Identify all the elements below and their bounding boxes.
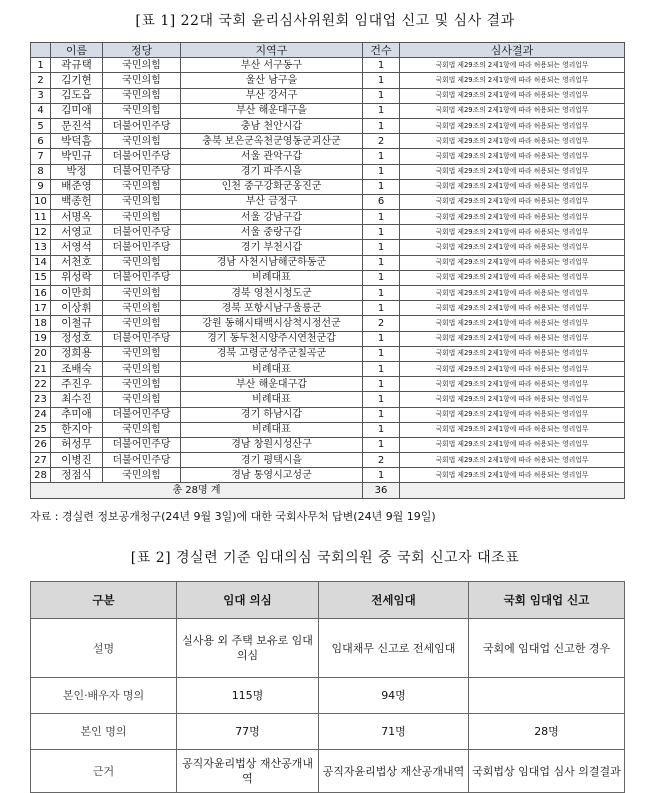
row-no: 28 [31,468,51,483]
row-result: 국회법 제29조의 2제1항에 따라 허용되는 영리업무 [400,134,625,149]
row-result: 국회법 제29조의 2제1항에 따라 허용되는 영리업무 [400,392,625,407]
row-name: 한지아 [51,422,103,437]
table1-row [31,118,625,133]
row-district: 비례대표 [181,422,363,437]
row-count: 2 [363,316,400,331]
row-count: 1 [363,58,400,73]
row-district: 경북 고령군성주군칠곡군 [181,346,363,361]
row-district: 경기 부천시갑 [181,240,363,255]
row-result: 국회법 제29조의 2제1항에 따라 허용되는 영리업무 [400,361,625,376]
table2-basis-jeonse: 공직자윤리법상 재산공개내역 [319,750,469,793]
row-count: 6 [363,194,400,209]
row-name: 김미애 [51,103,103,118]
row-no: 5 [31,118,51,133]
row-name: 서영교 [51,225,103,240]
table2-title: [표 2] 경실련 기준 임대의심 국회의원 중 국회 신고자 대조표 [130,550,520,566]
table1-header-count: 건수 [363,43,400,58]
row-no: 14 [31,255,51,270]
row-result: 국회법 제29조의 2제1항에 따라 허용되는 영리업무 [400,286,625,301]
row-district: 부산 금정구 [181,194,363,209]
row-party: 더불어민주당 [103,149,181,164]
row-name: 최수진 [51,392,103,407]
row-district: 서울 관악구갑 [181,149,363,164]
table1-row [31,164,625,179]
row-result: 국회법 제29조의 2제1항에 따라 허용되는 영리업무 [400,210,625,225]
row-result: 국회법 제29조의 2제1항에 따라 허용되는 영리업무 [400,240,625,255]
row-party: 국민의힘 [103,179,181,194]
row-name: 김도읍 [51,88,103,103]
table1-row [31,149,625,164]
row-name: 주진우 [51,377,103,392]
row-party: 더불어민주당 [103,437,181,452]
row-district: 경남 사천시남해군하동군 [181,255,363,270]
source-note: 자료 : 경실련 정보공개청구(24년 9월 3일)에 대한 국회사무처 답변(24년 9월 19일) [30,510,436,523]
table1-total-count: 36 [363,483,400,498]
table1-header-district: 지역구 [181,43,363,58]
row-party: 국민의힘 [103,134,181,149]
row-party: 더불어민주당 [103,164,181,179]
row-count: 1 [363,301,400,316]
row-name: 위성락 [51,270,103,285]
row-no: 7 [31,149,51,164]
row-district: 비례대표 [181,361,363,376]
row-count: 1 [363,255,400,270]
row-party: 국민의힘 [103,346,181,361]
row-district: 부산 강서구 [181,88,363,103]
row-result: 국회법 제29조의 2제1항에 따라 허용되는 영리업무 [400,468,625,483]
row-count: 1 [363,179,400,194]
row-party: 더불어민주당 [103,225,181,240]
row-no: 12 [31,225,51,240]
row-no: 21 [31,361,51,376]
table1-row [31,58,625,73]
table1-row [31,361,625,376]
row-no: 19 [31,331,51,346]
row-party: 국민의힘 [103,316,181,331]
table2-self-suspected: 77명 [177,714,319,750]
row-name: 추미애 [51,407,103,422]
table2-header-jeonse: 전세임대 [319,582,469,619]
table1-row [31,468,625,483]
row-count: 1 [363,331,400,346]
table1-row [31,194,625,209]
row-count: 1 [363,361,400,376]
table1-row [31,422,625,437]
row-district: 서울 강남구갑 [181,210,363,225]
table1-total-empty [400,483,625,498]
row-party: 더불어민주당 [103,407,181,422]
row-name: 서명옥 [51,210,103,225]
table1-row [31,407,625,422]
table1-row [31,286,625,301]
row-count: 1 [363,346,400,361]
row-count: 1 [363,392,400,407]
table2 [30,581,625,793]
table2-self-spouse-reported [469,678,625,714]
table1-row [31,240,625,255]
row-result: 국회법 제29조의 2제1항에 따라 허용되는 영리업무 [400,73,625,88]
row-name: 이병진 [51,453,103,468]
row-district: 비례대표 [181,392,363,407]
row-result: 국회법 제29조의 2제1항에 따라 허용되는 영리업무 [400,255,625,270]
row-name: 서영석 [51,240,103,255]
table1-header-party: 정당 [103,43,181,58]
row-party: 국민의힘 [103,210,181,225]
table1-body [31,58,625,483]
table1-row [31,255,625,270]
row-result: 국회법 제29조의 2제1항에 따라 허용되는 영리업무 [400,301,625,316]
row-no: 6 [31,134,51,149]
row-count: 1 [363,225,400,240]
row-district: 비례대표 [181,270,363,285]
row-count: 1 [363,240,400,255]
row-district: 인천 중구강화군옹진군 [181,179,363,194]
table2-self-label: 본인 명의 [31,714,177,750]
row-district: 부산 해운대구을 [181,103,363,118]
row-result: 국회법 제29조의 2제1항에 따라 허용되는 영리업무 [400,316,625,331]
row-district: 충남 천안시갑 [181,118,363,133]
row-party: 국민의힘 [103,58,181,73]
row-party: 국민의힘 [103,255,181,270]
row-no: 11 [31,210,51,225]
table1-row [31,134,625,149]
table1-row [31,225,625,240]
table2-desc-suspected: 실사용 외 주택 보유로 임대 의심 [177,619,319,678]
table1-title: [표 1] 22대 국회 윤리심사위원회 임대업 신고 및 심사 결과 [135,13,515,29]
table2-header-row [31,582,625,619]
table2-self-jeonse: 71명 [319,714,469,750]
row-party: 국민의힘 [103,361,181,376]
row-name: 박정 [51,164,103,179]
table1-row [31,103,625,118]
row-result: 국회법 제29조의 2제1항에 따라 허용되는 영리업무 [400,164,625,179]
row-name: 문진석 [51,118,103,133]
row-district: 경기 평택시을 [181,453,363,468]
table1-row [31,88,625,103]
row-count: 1 [363,407,400,422]
table2-basis-label: 근거 [31,750,177,793]
table1-row [31,179,625,194]
row-no: 9 [31,179,51,194]
table2-basis-reported: 국회법상 임대업 심사 의결결과 [469,750,625,793]
row-no: 3 [31,88,51,103]
row-district: 강원 동해시태백시삼척시정선군 [181,316,363,331]
row-no: 25 [31,422,51,437]
row-no: 26 [31,437,51,452]
table2-row-self-spouse [31,678,625,714]
row-no: 10 [31,194,51,209]
table2-self-spouse-jeonse: 94명 [319,678,469,714]
row-party: 국민의힘 [103,88,181,103]
row-count: 1 [363,73,400,88]
row-name: 배준영 [51,179,103,194]
row-district: 경북 포항시남구울릉군 [181,301,363,316]
table2-header-suspected: 임대 의심 [177,582,319,619]
row-name: 정성호 [51,331,103,346]
table2-header-category: 구분 [31,582,177,619]
row-result: 국회법 제29조의 2제1항에 따라 허용되는 영리업무 [400,346,625,361]
row-count: 1 [363,88,400,103]
table2-self-spouse-suspected: 115명 [177,678,319,714]
table1-row [31,453,625,468]
row-name: 정점식 [51,468,103,483]
row-party: 국민의힘 [103,286,181,301]
row-no: 4 [31,103,51,118]
row-count: 1 [363,286,400,301]
table2-self-spouse-label: 본인·배우자 명의 [31,678,177,714]
row-name: 백종헌 [51,194,103,209]
table2-basis-suspected: 공직자윤리법상 재산공개내역 [177,750,319,793]
row-result: 국회법 제29조의 2제1항에 따라 허용되는 영리업무 [400,437,625,452]
row-district: 서울 중랑구갑 [181,225,363,240]
row-party: 더불어민주당 [103,453,181,468]
row-party: 국민의힘 [103,194,181,209]
row-district: 경기 동두천시양주시연천군갑 [181,331,363,346]
table1-row [31,331,625,346]
row-no: 24 [31,407,51,422]
row-no: 16 [31,286,51,301]
row-result: 국회법 제29조의 2제1항에 따라 허용되는 영리업무 [400,422,625,437]
row-district: 경기 하남시갑 [181,407,363,422]
table1-row [31,73,625,88]
row-party: 국민의힘 [103,103,181,118]
table1-total-row [31,483,625,498]
row-count: 1 [363,422,400,437]
table1-row [31,301,625,316]
row-result: 국회법 제29조의 2제1항에 따라 허용되는 영리업무 [400,149,625,164]
row-no: 18 [31,316,51,331]
row-no: 1 [31,58,51,73]
row-name: 허성무 [51,437,103,452]
row-result: 국회법 제29조의 2제1항에 따라 허용되는 영리업무 [400,179,625,194]
table2-desc-reported: 국회에 임대업 신고한 경우 [469,619,625,678]
row-result: 국회법 제29조의 2제1항에 따라 허용되는 영리업무 [400,88,625,103]
row-no: 22 [31,377,51,392]
table2-row-basis [31,750,625,793]
row-party: 국민의힘 [103,73,181,88]
table1-row [31,316,625,331]
row-party: 더불어민주당 [103,270,181,285]
row-result: 국회법 제29조의 2제1항에 따라 허용되는 영리업무 [400,194,625,209]
table1-row [31,346,625,361]
row-name: 이상휘 [51,301,103,316]
row-no: 27 [31,453,51,468]
table2-row-self [31,714,625,750]
row-district: 충북 보은군옥천군영동군괴산군 [181,134,363,149]
table1-header-name: 이름 [51,43,103,58]
row-count: 1 [363,468,400,483]
row-count: 1 [363,437,400,452]
row-name: 조배숙 [51,361,103,376]
row-name: 서천호 [51,255,103,270]
table1 [30,42,625,499]
row-no: 23 [31,392,51,407]
row-count: 1 [363,270,400,285]
row-count: 1 [363,103,400,118]
row-party: 더불어민주당 [103,118,181,133]
row-count: 2 [363,134,400,149]
table1-row [31,392,625,407]
table1-row [31,270,625,285]
table1-header-row [31,43,625,58]
row-party: 국민의힘 [103,392,181,407]
row-result: 국회법 제29조의 2제1항에 따라 허용되는 영리업무 [400,58,625,73]
row-district: 경남 통영시고성군 [181,468,363,483]
row-no: 13 [31,240,51,255]
row-district: 경남 창원시성산구 [181,437,363,452]
row-district: 경북 영천시청도군 [181,286,363,301]
table2-desc-jeonse: 임대채무 신고로 전세임대 [319,619,469,678]
row-name: 정희용 [51,346,103,361]
row-result: 국회법 제29조의 2제1항에 따라 허용되는 영리업무 [400,453,625,468]
row-result: 국회법 제29조의 2제1항에 따라 허용되는 영리업무 [400,407,625,422]
table2-desc-label: 설명 [31,619,177,678]
row-no: 17 [31,301,51,316]
table1-row [31,210,625,225]
row-name: 박민규 [51,149,103,164]
row-result: 국회법 제29조의 2제1항에 따라 허용되는 영리업무 [400,225,625,240]
row-district: 부산 서구동구 [181,58,363,73]
row-count: 1 [363,149,400,164]
row-district: 울산 남구을 [181,73,363,88]
row-count: 1 [363,377,400,392]
table1-header-no [31,43,51,58]
row-no: 20 [31,346,51,361]
row-count: 1 [363,210,400,225]
row-name: 김기현 [51,73,103,88]
row-district: 경기 파주시을 [181,164,363,179]
row-result: 국회법 제29조의 2제1항에 따라 허용되는 영리업무 [400,377,625,392]
row-result: 국회법 제29조의 2제1항에 따라 허용되는 영리업무 [400,118,625,133]
table1-total-label: 총 28명 계 [31,483,363,498]
row-count: 2 [363,453,400,468]
row-name: 이철규 [51,316,103,331]
row-name: 박덕흠 [51,134,103,149]
table2-self-reported: 28명 [469,714,625,750]
table2-row-desc [31,619,625,678]
row-name: 곽규택 [51,58,103,73]
row-count: 1 [363,118,400,133]
row-party: 더불어민주당 [103,240,181,255]
table1-header-result: 심사결과 [400,43,625,58]
row-result: 국회법 제29조의 2제1항에 따라 허용되는 영리업무 [400,270,625,285]
row-party: 국민의힘 [103,468,181,483]
row-result: 국회법 제29조의 2제1항에 따라 허용되는 영리업무 [400,331,625,346]
table1-row [31,377,625,392]
row-no: 8 [31,164,51,179]
table2-header-reported: 국회 임대업 신고 [469,582,625,619]
row-no: 2 [31,73,51,88]
table1-row [31,437,625,452]
row-party: 국민의힘 [103,377,181,392]
row-party: 국민의힘 [103,301,181,316]
row-party: 더불어민주당 [103,331,181,346]
row-district: 부산 해운대구갑 [181,377,363,392]
row-result: 국회법 제29조의 2제1항에 따라 허용되는 영리업무 [400,103,625,118]
row-party: 국민의힘 [103,422,181,437]
row-count: 1 [363,164,400,179]
row-name: 이만희 [51,286,103,301]
row-no: 15 [31,270,51,285]
